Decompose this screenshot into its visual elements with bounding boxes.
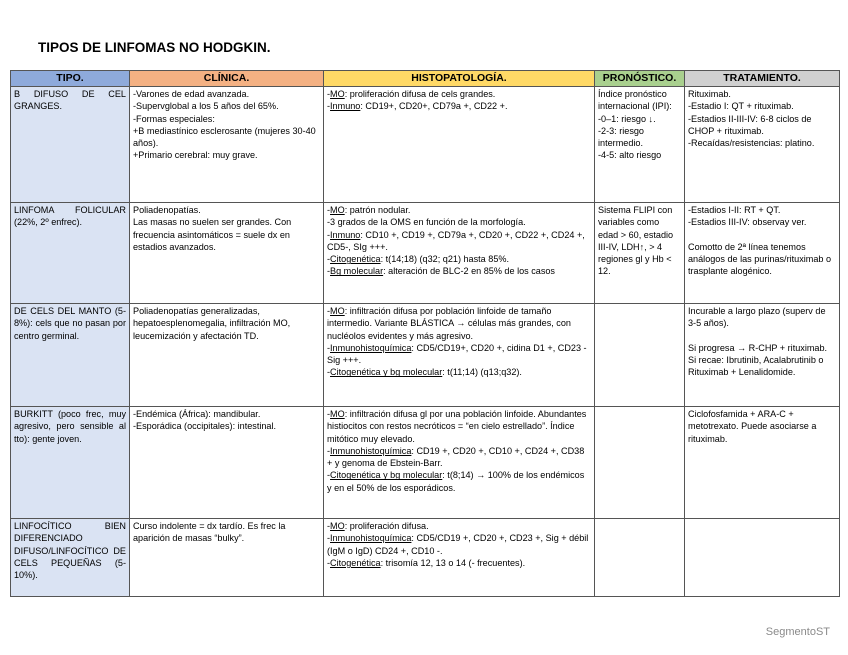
cell-histopatologia xyxy=(324,407,595,519)
histo-label: Bg molecular xyxy=(330,266,384,277)
entry-dash: - xyxy=(327,306,331,316)
entry-dash: - xyxy=(327,205,331,215)
cell-line: Poliadenopatías generalizadas, hepatoesplenomegalia, infiltración MO, leucemización y afectación TD. xyxy=(133,306,291,341)
histo-entry xyxy=(327,520,591,532)
cell-line: -Esporádica (occipitales): intestinal. xyxy=(133,421,277,432)
lymphoma-table xyxy=(10,70,840,597)
header-row xyxy=(11,71,840,87)
cell-tipo xyxy=(11,87,130,203)
cell-line: Las masas no suelen ser grandes. Con frecuencia asintomáticos = suele dx en estadios avanzados. xyxy=(133,217,292,252)
cell-histopatologia xyxy=(324,519,595,597)
histo-label: Inmunohistoquímica xyxy=(330,445,412,456)
cell-histopatologia xyxy=(324,87,595,203)
footer-brand: SegmentoST xyxy=(765,626,830,638)
header-tipo: TIPO. xyxy=(11,71,130,87)
histo-entry xyxy=(327,532,591,557)
cell-tratamiento xyxy=(685,407,840,519)
cell-line: Curso indolente = dx tardío. Es frec la aparición de masas “bulky”. xyxy=(133,521,286,544)
histo-entry xyxy=(327,253,591,265)
cell-line: BURKITT (poco frec, muy agresivo, pero sensible al tto): gente joven. xyxy=(14,409,126,444)
histo-label: MO xyxy=(330,89,345,99)
cell-line: B DIFUSO DE CEL GRANGES. xyxy=(14,89,126,112)
table-row xyxy=(11,519,840,597)
cell-pronostico xyxy=(595,519,685,597)
histo-entry xyxy=(327,204,591,216)
cell-clinica xyxy=(130,407,324,519)
histo-entry xyxy=(327,469,591,494)
histo-entry xyxy=(327,216,591,228)
cell-line: -Estadio I: QT + rituximab. xyxy=(688,101,794,112)
cell-clinica xyxy=(130,87,324,203)
histo-entry xyxy=(327,408,591,445)
cell-line xyxy=(688,330,836,342)
cell-line: +Primario cerebral: muy grave. xyxy=(133,150,258,161)
header-tratamiento: TRATAMIENTO. xyxy=(685,71,840,87)
histo-text: : CD19+, CD20+, CD79a +, CD22 +. xyxy=(360,101,508,112)
histo-label: Citogenética y bg molecular xyxy=(330,367,443,378)
histo-label: Inmuno xyxy=(330,229,361,240)
histo-entry xyxy=(327,342,591,367)
cell-line xyxy=(688,229,836,241)
histo-text: : trisomía 12, 13 o 14 (- frecuentes). xyxy=(380,557,526,568)
histo-text: : proliferación difusa. xyxy=(344,521,429,531)
cell-line: Ciclofosfamida + ARA-C + metotrexato. Puede asociarse a rituximab. xyxy=(688,409,817,444)
cell-line: -2-3: riesgo intermedio. xyxy=(598,125,644,149)
entry-dash: - xyxy=(327,254,331,265)
histo-label: MO xyxy=(330,409,345,419)
cell-line: -Recaídas/resistencias: platino. xyxy=(688,138,815,149)
cell-clinica xyxy=(130,519,324,597)
cell-tratamiento xyxy=(685,87,840,203)
table-row xyxy=(11,87,840,203)
histo-entry xyxy=(327,229,591,254)
entry-dash: - xyxy=(327,342,331,353)
entry-dash: - xyxy=(327,229,331,240)
cell-line: Sistema FLIPI con variables como edad > 60, estadio III-IV, LDH↑, > 4 regiones gl y Hb < 12. xyxy=(598,205,674,277)
cell-line: -Formas especiales: xyxy=(133,113,215,124)
histo-text: : t(14;18) (q32; q21) hasta 85%. xyxy=(380,254,509,265)
entry-dash: - xyxy=(327,445,331,456)
histo-label: Citogenética xyxy=(330,254,381,265)
cell-tratamiento xyxy=(685,203,840,304)
cell-tipo xyxy=(11,304,130,407)
histo-label: MO xyxy=(330,205,345,215)
header-histopatologia: HISTOPATOLOGÍA. xyxy=(324,71,595,87)
cell-tratamiento xyxy=(685,304,840,407)
histo-label: Inmunohistoquímica xyxy=(330,342,412,353)
cell-pronostico xyxy=(595,87,685,203)
histo-text: : CD5/CD19+, CD20 +, cidina D1 +, CD23 - Sig +++. xyxy=(327,342,587,366)
cell-histopatologia xyxy=(324,203,595,304)
cell-tipo xyxy=(11,203,130,304)
histo-entry xyxy=(327,265,591,277)
entry-dash: - xyxy=(327,266,331,277)
cell-pronostico xyxy=(595,304,685,407)
cell-clinica xyxy=(130,304,324,407)
table-row xyxy=(11,407,840,519)
cell-line: DE CELS DEL MANTO (5-8%): cels que no pasan por centro germinal. xyxy=(14,306,126,341)
cell-pronostico xyxy=(595,407,685,519)
cell-line: +B mediastínico esclerosante (mujeres 30-40 años). xyxy=(133,125,316,149)
cell-line: -0–1: riesgo ↓. xyxy=(598,113,656,124)
cell-line: Poliadenopatías. xyxy=(133,205,201,215)
cell-tratamiento xyxy=(685,519,840,597)
page-title: TIPOS DE LINFOMAS NO HODGKIN. xyxy=(38,40,271,55)
cell-line: Índice pronóstico internacional (IPI): xyxy=(598,89,672,112)
cell-tipo xyxy=(11,407,130,519)
histo-text: : infiltración difusa por población linfoide de tamaño intermedio. Variante BLÁSTICA → células más grandes, con nucléolos evidentes y más agresivo. xyxy=(327,306,571,341)
table-row xyxy=(11,304,840,407)
entry-dash: - xyxy=(327,101,331,112)
histo-text: : alteración de BLC-2 en 85% de los casos xyxy=(383,266,555,277)
table-row xyxy=(11,203,840,304)
histo-label: Inmunohistoquímica xyxy=(330,533,412,544)
entry-dash: - xyxy=(327,367,331,378)
histo-entry xyxy=(327,445,591,470)
histo-text: : infiltración difusa gl por una población linfoide. Abundantes histiocitos con restos necróticos = “en cielo estrellado”. Índice mitótico muy elevado. xyxy=(327,409,587,444)
entry-dash: - xyxy=(327,533,331,544)
cell-line: -Estadios I-II: RT + QT. xyxy=(688,205,781,215)
histo-label: Citogenética xyxy=(330,557,381,568)
histo-entry xyxy=(327,100,591,112)
cell-line: -Endémica (África): mandibular. xyxy=(133,409,261,419)
histo-text: -3 grados de la OMS en función de la morfología. xyxy=(327,217,526,228)
cell-line: -Estadios III-IV: observay ver. xyxy=(688,217,807,228)
histo-label: Inmuno xyxy=(330,101,361,112)
cell-histopatologia xyxy=(324,304,595,407)
histo-label: Citogenética y bg molecular xyxy=(330,470,443,481)
histo-text: : patrón nodular. xyxy=(344,205,411,215)
entry-dash: - xyxy=(327,521,331,531)
cell-line: Comotto de 2ª línea tenemos análogos de las purinas/rituximab o trasplante alogénico. xyxy=(688,241,832,277)
cell-line: LINFOMA FOLICULAR (22%, 2º enfrec). xyxy=(14,205,126,228)
entry-dash: - xyxy=(327,409,331,419)
cell-line: LINFOCÍTICO BIEN DIFERENCIADO DIFUSO/LINFOCÍTICO DE CELS PEQUEÑAS (5-10%). xyxy=(14,521,126,581)
cell-line: Incurable a largo plazo (superv de 3-5 años). xyxy=(688,306,826,329)
histo-text: : proliferación difusa de cels grandes. xyxy=(344,89,496,99)
cell-clinica xyxy=(130,203,324,304)
histo-entry xyxy=(327,366,591,378)
cell-line: -Varones de edad avanzada. xyxy=(133,89,250,99)
cell-line: -4-5: alto riesgo xyxy=(598,150,662,161)
entry-dash: - xyxy=(327,470,331,481)
histo-entry xyxy=(327,557,591,569)
cell-pronostico xyxy=(595,203,685,304)
histo-label: MO xyxy=(330,306,345,316)
histo-text: : CD19 +, CD20 +, CD10 +, CD24 +, CD38 + y genoma de Ebstein-Barr. xyxy=(327,445,585,469)
header-pronostico: PRONÓSTICO. xyxy=(595,71,685,87)
cell-line: -Supervglobal a los 5 años del 65%. xyxy=(133,101,279,112)
entry-dash: - xyxy=(327,89,331,99)
histo-entry xyxy=(327,305,591,342)
entry-dash: - xyxy=(327,557,331,568)
cell-tipo xyxy=(11,519,130,597)
histo-text: : CD5/CD19 +, CD20 +, CD23 +, Sig + débil (IgM o IgD) CD24 +, CD10 -. xyxy=(327,533,589,556)
cell-line: Rituximab. xyxy=(688,89,731,99)
histo-text: : t(8;14) → 100% de los endémicos y en el 50% de los esporádicos. xyxy=(327,470,585,493)
histo-text: : CD10 +, CD19 +, CD79a +, CD20 +, CD22 +, CD24 +, CD5-, SIg +++. xyxy=(327,229,585,252)
histo-entry xyxy=(327,88,591,100)
cell-line: -Estadios II-III-IV: 6-8 ciclos de CHOP + rituximab. xyxy=(688,113,812,136)
header-clinica: CLÍNICA. xyxy=(130,71,324,87)
histo-text: : t(11;14) (q13;q32). xyxy=(442,367,522,378)
cell-line: Si progresa → R-CHP + rituximab. Si recae: Ibrutinib, Acalabrutinib o Rituximab + Lenalidomide. xyxy=(688,342,828,378)
histo-label: MO xyxy=(330,521,345,531)
